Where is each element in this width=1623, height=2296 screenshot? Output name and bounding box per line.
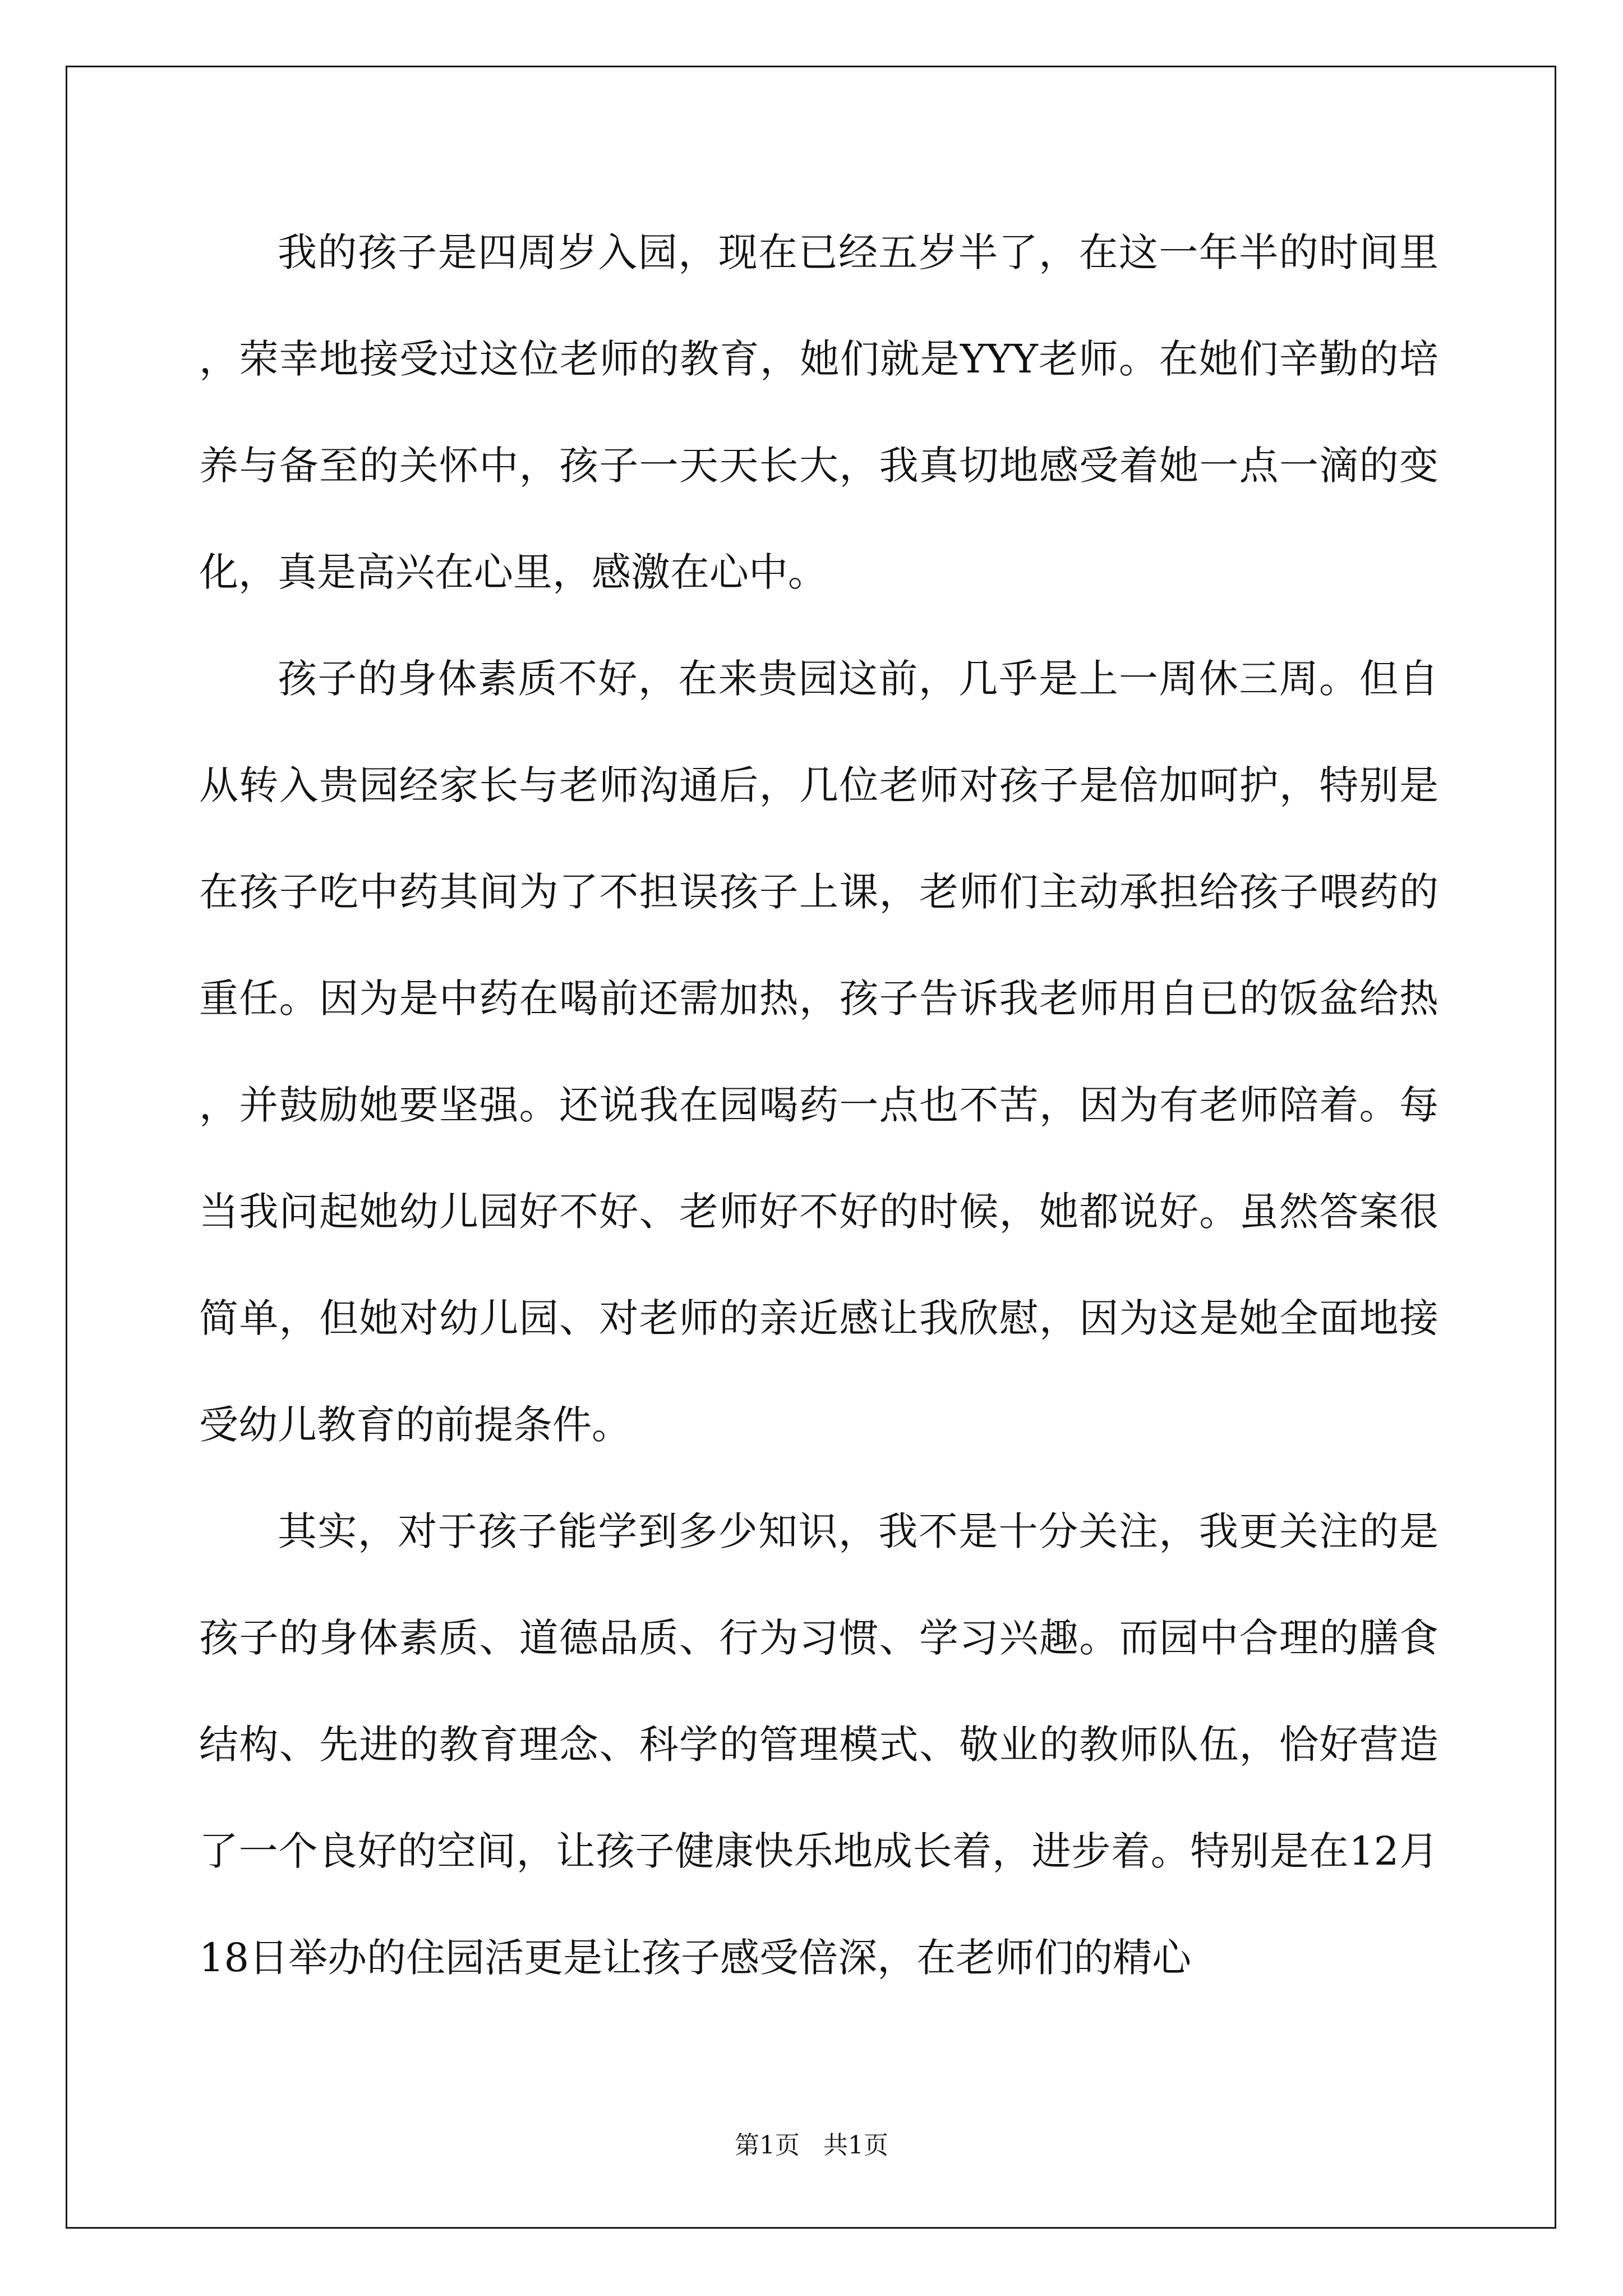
paragraph-1: 我的孩子是四周岁入园，现在已经五岁半了，在这一年半的时间里，荣幸地接受过这位老师的教育，她们就是YYY老师。在她们辛勤的培养与备至的关怀中，孩子一天天长大，我真切地感受着她一点一滴的变化，真是高兴在心里，感激在心中。 <box>199 229 1438 595</box>
document-body <box>199 199 1438 2011</box>
page-number-footer: 第1页 共1页 <box>735 2131 888 2160</box>
paragraph-2: 孩子的身体素质不好，在来贵园这前，几乎是上一周休三周。但自从转入贵园经家长与老师沟通后，几位老师对孩子是倍加呵护，特别是在孩子吃中药其间为了不担误孩子上课，老师们主动承担给孩子喂药的重任。因为是中药在喝前还需加热，孩子告诉我老师用自已的饭盆给热，并鼓励她要坚强。还说我在园喝药一点也不苦，因为有老师陪着。每当我问起她幼儿园好不好、老师好不好的时候，她都说好。虽然答案很简单，但她对幼儿园、对老师的亲近感让我欣慰，因为这是她全面地接受幼儿教育的前提条件。 <box>199 656 1438 1448</box>
paragraph-3: 其实，对于孩子能学到多少知识，我不是十分关注，我更关注的是孩子的身体素质、道德品质、行为习惯、学习兴趣。而园中合理的膳食结构、先进的教育理念、科学的管理模式、敬业的教师队伍，恰好营造了一个良好的空间，让孩子健康快乐地成长着，进步着。特别是在12月18日举办的住园活更是让孩子感受倍深，在老师们的精心 <box>199 1508 1438 1981</box>
